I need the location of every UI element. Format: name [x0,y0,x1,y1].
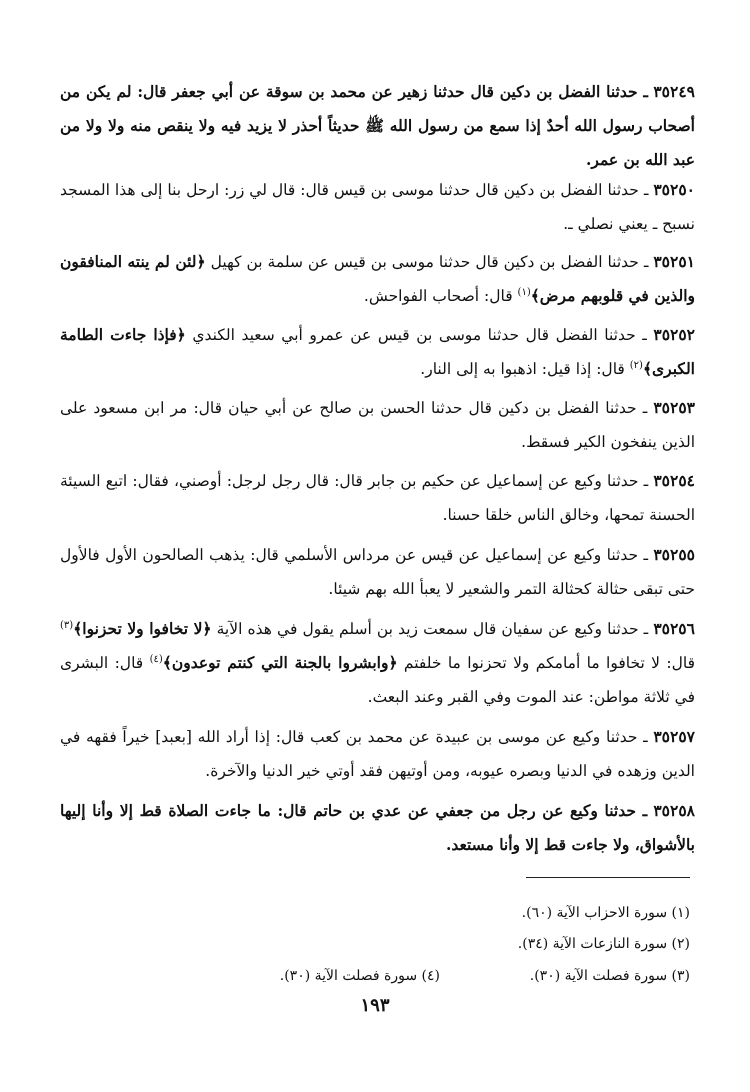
footnote-4: (٤) سورة فصلت الآية (٣٠). [279,968,440,984]
hadith-35252 [60,318,695,386]
hadith-number: ٣٥٢٥٥ [653,545,695,564]
hadith-35250 [60,173,695,241]
footnote-ref: (٣) [60,619,74,631]
hadith-number: ٣٥٢٥٧ [653,727,695,746]
footnote-ref-2: (٤) [149,653,163,665]
hadith-text: ـ حدثنا الفضل بن دكين قال حدثنا موسى بن قيس عن سلمة بن كهيل [210,253,649,271]
footnote-3: (٣) سورة فصلت الآية (٣٠). [529,968,690,984]
hadith-text: ـ حدثنا وكيع عن موسى بن عبيدة عن محمد بن كعب قال: إذا أراد الله [بعبد] خيراً فقهه في الدين وزهده في الدنيا وبصره عيوبه، ومن أوتيهن فقد أوتي خير الدنيا والآخرة. [60,728,695,780]
quran-verse: ﴿لئن لم ينته المنافقون والذين في قلوبهم مرض﴾ [60,252,695,305]
hadith-number: ٣٥٢٥٢ [653,325,696,344]
hadith-tail: قال: إذا قيل: اذهبوا به إلى النار. [420,360,630,378]
hadith-text: ـ حدثنا الفضل قال حدثنا موسى بن قيس عن عمرو أبي سعيد الكندي [192,326,647,344]
footnote-1: (١) سورة الاحزاب الآية (٦٠). [521,905,690,921]
hadith-text: ـ حدثنا وكيع عن رجل من جعفي عن عدي بن حاتم قال: ما جاءت الصلاة قط إلا وأنا إليها بالأشواق، ولا جاءت قط إلا وأنا مستعد. [60,801,695,854]
footnote-ref: (٢) [629,359,643,371]
hadith-35257 [60,720,695,788]
hadith-35258 [60,794,695,862]
hadith-35254 [60,464,695,532]
hadith-35256 [60,612,695,714]
hadith-35253 [60,391,695,459]
footnote-separator [526,877,690,878]
hadith-number: ٣٥٢٤٩ [653,82,695,101]
page-number: ١٩٣ [360,995,390,1016]
hadith-35249 [60,75,695,177]
hadith-number: ٣٥٢٥١ [653,252,695,271]
hadith-text: ـ حدثنا وكيع عن سفيان قال سمعت زيد بن أسلم يقول في هذه الآية [216,620,649,638]
hadith-35251 [60,245,695,313]
footnote-ref: (١) [517,286,531,298]
hadith-tail-2: قال: البشرى في ثلاثة مواطن: عند الموت وفي القبر وعند البعث. [60,654,695,706]
hadith-number: ٣٥٢٥٨ [653,801,695,820]
hadith-tail: قال: لا تخافوا ما أمامكم ولا تحزنوا ما خلفتم [403,654,695,672]
hadith-tail: قال: أصحاب الفواحش. [363,287,518,305]
hadith-text: ـ حدثنا الفضل بن دكين قال حدثنا الحسن بن صالح عن أبي حيان قال: مر ابن مسعود على الذين ينفخون الكير فسقط. [60,399,695,451]
quran-verse: ﴿فإذا جاءت الطامة الكبرى﴾ [60,325,695,378]
footnote-2: (٢) سورة النازعات الآية (٣٤). [517,936,690,952]
hadith-text: ـ حدثنا الفضل بن دكين قال حدثنا زهير عن محمد بن سوقة عن أبي جعفر قال: لم يكن من أصحاب رسول الله أحدٌ إذا سمع من رسول الله ﷺ حديثاً أحذر لا يزيد فيه ولا ينقص منه ولا ولا من عبد الله بن عمر. [60,82,695,169]
hadith-number: ٣٥٢٥٣ [653,398,695,417]
hadith-text: ـ حدثنا وكيع عن إسماعيل عن حكيم بن جابر قال: قال رجل لرجل: أوصني، فقال: اتبع السيئة الحسنة تمحها، وخالق الناس خلقا حسنا. [60,472,695,524]
hadith-text: ـ حدثنا الفضل بن دكين قال حدثنا موسى بن قيس قال: قال لي زر: ارحل بنا إلى هذا المسجد نسبح ـ يعني نصلي ـ. [60,181,695,233]
hadith-number: ٣٥٢٥٤ [653,471,695,490]
quran-verse: ﴿لا تخافوا ولا تحزنوا﴾ [73,619,212,638]
hadith-number: ٣٥٢٥٦ [653,619,695,638]
quran-verse-2: ﴿وابشروا بالجنة التي كنتم توعدون﴾ [162,653,398,672]
hadith-35255 [60,538,695,606]
hadith-text: ـ حدثنا وكيع عن إسماعيل عن قيس عن مرداس الأسلمي قال: يذهب الصالحون الأول فالأول حتى تبقى حثالة كحثالة التمر والشعير لا يعبأ الله بهم شيئا. [60,546,695,598]
hadith-number: ٣٥٢٥٠ [653,180,695,199]
